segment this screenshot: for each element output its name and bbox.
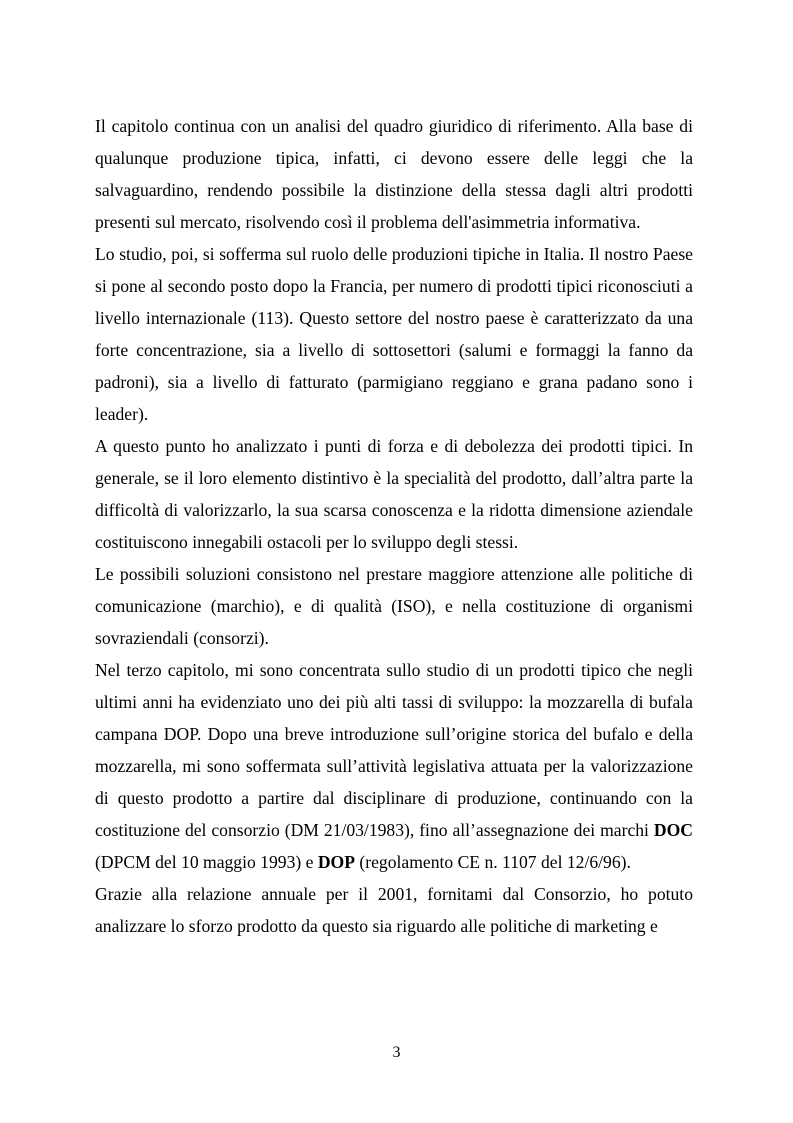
- paragraph-legal-framework: Il capitolo continua con un analisi del quadro giuridico di riferimento. Alla base di qualunque produzione tipica, infatti, ci devono essere delle leggi che la salvaguardino, rendendo possibile la distinzione della stessa dagli altri prodotti presenti sul mercato, risolvendo così il problema dell'asimmetria informativa.: [95, 116, 693, 232]
- paragraph-italy-typical-products: Lo studio, poi, si sofferma sul ruolo delle produzioni tipiche in Italia. Il nostro Paese si pone al secondo posto dopo la Francia, per numero di prodotti tipici riconosciuti a livello internazionale (113). Questo settore del nostro paese è caratterizzato da una forte concentrazione, sia a livello di sottosettori (salumi e formaggi la fanno da padroni), sia a livello di fatturato (parmigiano reggiano e grana padano sono i leader).: [95, 244, 693, 424]
- page-number: 3: [392, 1044, 401, 1061]
- paragraph-third-chapter: Nel terzo capitolo, mi sono concentrata sullo studio di un prodotti tipico che negli ultimi anni ha evidenziato uno dei più alti tassi di sviluppo: la mozzarella di bufala campana DOP. Dopo una breve introduzione sull’origine storica del bufalo e della mozzarella, mi sono soffermata sull’attività legislativa attuata per la valorizzazione di questo prodotto a partire dal disciplinare di produzione, continuando con la costituzione del consorzio (DM 21/03/1983), fino all’assegnazione dei marchi DOC (DPCM del 10 maggio 1993) e DOP (regolamento CE n. 1107 del 12/6/96).: [95, 660, 693, 872]
- page-body: [95, 110, 693, 942]
- paragraph-possible-solutions: Le possibili soluzioni consistono nel prestare maggiore attenzione alle politiche di comunicazione (marchio), e di qualità (ISO), e nella costituzione di organismi sovraziendali (consorzi).: [95, 564, 693, 648]
- paragraph-annual-report: Grazie alla relazione annuale per il 2001, fornitami dal Consorzio, ho potuto analizzare lo sforzo prodotto da questo sia riguardo alle politiche di marketing e: [95, 884, 693, 936]
- doc-mark-label: DOC: [653, 820, 693, 840]
- dop-mark-label: DOP: [317, 852, 355, 872]
- paragraph-strengths-weaknesses: A questo punto ho analizzato i punti di forza e di debolezza dei prodotti tipici. In generale, se il loro elemento distintivo è la specialità del prodotto, dall’altra parte la difficoltà di valorizzarlo, la sua scarsa conoscenza e la ridotta dimensione aziendale costituiscono innegabili ostacoli per lo sviluppo degli stessi.: [95, 436, 693, 552]
